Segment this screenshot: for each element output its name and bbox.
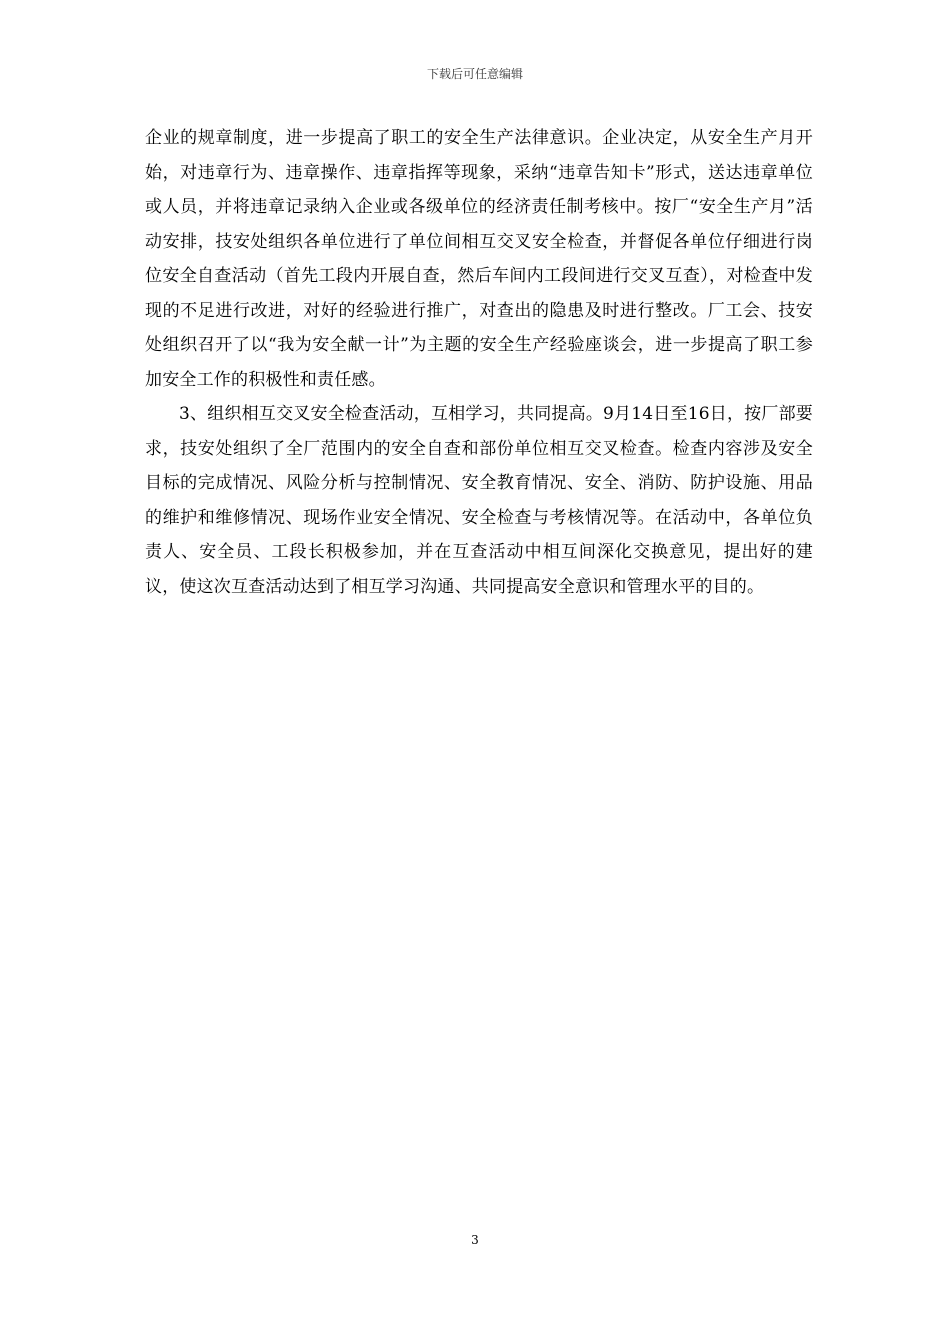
page-header: 下载后可任意编辑 [426, 67, 523, 81]
document-body [145, 121, 813, 604]
page-number: 3 [471, 1233, 479, 1247]
body-paragraph-1: 企业的规章制度，进一步提高了职工的安全生产法律意识。企业决定，从安全生产月开始，对违章行为、违章操作、违章指挥等现象，采纳“违章告知卡”形式，送达违章单位或人员，并将违章记录纳入企业或各级单位的经济责任制考核中。按厂“安全生产月”活动安排，技安处组织各单位进行了单位间相互交叉安全检查，并督促各单位仔细进行岗位安全自查活动（首先工段内开展自查，然后车间内工段间进行交叉互查），对检查中发现的不足进行改进，对好的经验进行推广，对查出的隐患及时进行整改。厂工会、技安处组织召开了以“我为安全献一计”为主题的安全生产经验座谈会，进一步提高了职工参加安全工作的积极性和责任感。 [145, 128, 813, 390]
body-paragraph-2: 3、组织相互交叉安全检查活动，互相学习，共同提高。9月14日至16日，按厂部要求，技安处组织了全厂范围内的安全自查和部份单位相互交叉检查。检查内容涉及安全目标的完成情况、风险分析与控制情况、安全教育情况、安全、消防、防护设施、用品的维护和维修情况、现场作业安全情况、安全检查与考核情况等。在活动中，各单位负责人、安全员、工段长积极参加，并在互查活动中相互间深化交换意见，提出好的建议，使这次互查活动达到了相互学习沟通、共同提高安全意识和管理水平的目的。 [145, 404, 813, 597]
